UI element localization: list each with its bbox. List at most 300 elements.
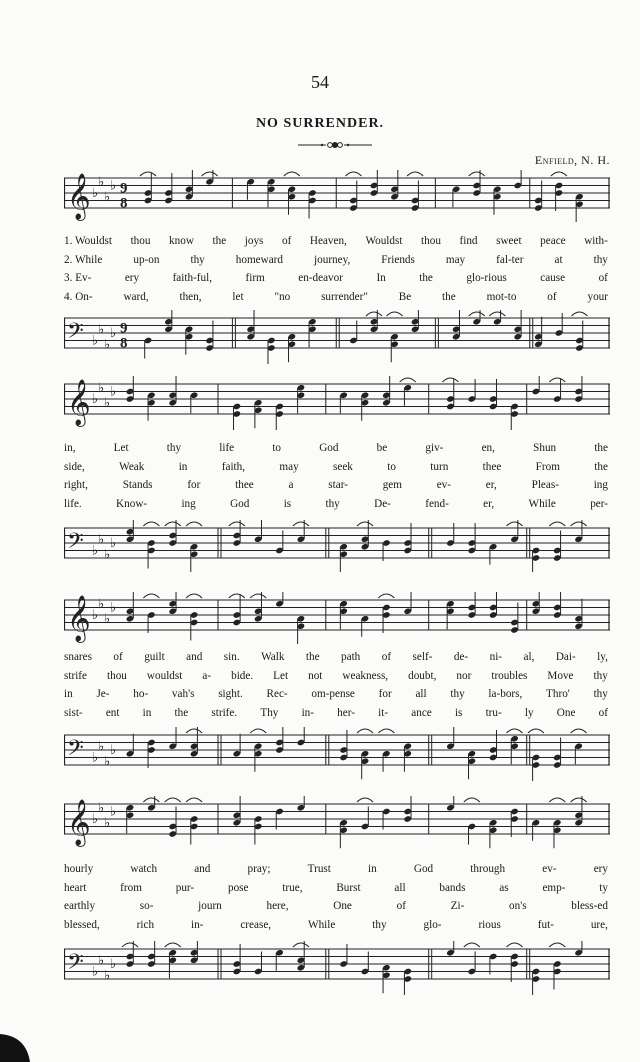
lyric-word: In — [376, 272, 386, 285]
lyric-word: a- — [202, 669, 212, 682]
slur — [400, 378, 416, 382]
lyric-word: strife — [64, 669, 87, 682]
lyric-word: so- — [139, 900, 154, 913]
flat-icon: ♭ — [110, 326, 117, 341]
time-signature-bottom: 8 — [120, 195, 128, 212]
lyric-verse-3 — [64, 476, 610, 495]
lyric-verse-2 — [64, 251, 610, 270]
lyric-word: joys — [244, 235, 264, 247]
lyric-word: of — [547, 291, 557, 304]
slur — [551, 172, 567, 176]
slur — [549, 943, 565, 947]
lyric-word: Je- — [96, 688, 110, 701]
lyric-word: ly, — [597, 651, 608, 663]
lyric-word: homeward — [235, 253, 284, 266]
title-ornament — [296, 139, 374, 151]
lyric-word: God — [230, 498, 250, 511]
time-signature-bottom: 8 — [120, 335, 128, 352]
lyric-word: nor — [456, 669, 472, 682]
lyric-word: Walk — [261, 651, 285, 663]
lyric-word: earthly — [64, 900, 96, 913]
lyrics-system-3 — [64, 648, 610, 723]
lyric-word: thy — [450, 688, 465, 701]
flat-icon: ♭ — [104, 337, 111, 353]
lyric-word: tru- — [485, 707, 502, 720]
lyric-word: While — [308, 919, 336, 932]
lyric-word: right, — [64, 479, 88, 492]
lyric-word: sin. — [223, 651, 240, 663]
lyric-word: Thy — [260, 707, 279, 720]
lyric-word: ance — [411, 707, 432, 720]
slur — [122, 943, 138, 947]
lyric-word: De- — [374, 498, 391, 511]
bass-staff-system-4 — [64, 941, 610, 995]
lyric-word: surrender" — [321, 291, 368, 304]
lyric-word: path — [341, 651, 361, 663]
lyric-word: thy — [593, 688, 608, 701]
lyric-word: in- — [190, 919, 204, 932]
lyric-verse-1 — [64, 232, 610, 251]
slur — [469, 312, 485, 316]
flat-icon: ♭ — [104, 754, 111, 770]
lyric-word: Dai- — [555, 651, 576, 663]
lyric-word: turn — [430, 460, 449, 473]
slur — [464, 943, 480, 947]
slur — [357, 798, 373, 802]
lyric-word: her- — [337, 707, 355, 720]
flat-icon: ♭ — [110, 600, 117, 616]
lyric-verse-4 — [64, 495, 610, 514]
lyric-word: hourly — [64, 863, 94, 875]
lyric-word: en-deavor — [298, 272, 343, 285]
slur — [507, 943, 523, 947]
lyric-word: the — [305, 651, 320, 663]
lyric-word: the — [594, 442, 608, 454]
lyric-word: of — [396, 900, 406, 913]
lyric-word: of — [598, 707, 608, 720]
flat-icon: ♭ — [98, 596, 105, 612]
slur — [528, 729, 544, 733]
lyric-word: 2. While — [64, 253, 103, 266]
lyric-word: Let — [113, 442, 129, 454]
lyric-word: While — [528, 498, 556, 511]
treble-staff-system-4 — [64, 796, 610, 850]
lyric-word: ev- — [436, 479, 452, 492]
lyric-word: Let — [273, 669, 289, 682]
lyric-verse-2 — [64, 667, 610, 686]
lyric-word: and — [186, 651, 203, 663]
lyric-verse-1 — [64, 860, 610, 879]
flat-icon: ♭ — [104, 395, 111, 411]
flat-icon: ♭ — [92, 186, 99, 201]
lyric-word: 4. On- — [64, 291, 93, 304]
lyric-word: for — [187, 479, 201, 492]
lyric-word: find — [459, 235, 478, 247]
lyric-word: thy — [325, 498, 340, 511]
slur — [357, 729, 373, 733]
slur — [250, 729, 266, 733]
lyric-word: al, — [523, 651, 535, 663]
lyric-word: gem — [382, 479, 402, 492]
lyric-word: thou — [107, 669, 127, 682]
lyric-verse-4 — [64, 916, 610, 935]
lyric-word: wouldst — [146, 669, 183, 682]
flat-icon: ♭ — [98, 322, 105, 338]
lyric-word: then, — [179, 291, 202, 304]
lyric-word: glo-rious — [466, 272, 507, 285]
lyric-word: om-pense — [311, 688, 355, 701]
lyric-word: ho- — [133, 688, 149, 701]
lyric-word: ure, — [590, 919, 608, 932]
slur — [489, 312, 505, 316]
slur — [186, 729, 202, 733]
lyric-word: in — [368, 863, 377, 875]
lyric-word: 1. Wouldst — [64, 235, 112, 247]
lyric-word: and — [194, 863, 211, 875]
treble-staff-system-1 — [64, 170, 610, 222]
slur — [202, 172, 218, 176]
lyric-word: Rec- — [266, 688, 288, 701]
lyric-word: Heaven, — [309, 235, 347, 247]
lyric-word: Friends — [381, 253, 415, 266]
lyric-word: Be — [398, 291, 412, 304]
slur — [140, 172, 156, 176]
lyric-word: per- — [590, 498, 608, 511]
lyric-word: emp- — [542, 881, 566, 894]
flat-icon: ♭ — [110, 178, 117, 194]
time-signature-top: 9 — [120, 180, 128, 197]
lyric-word: la-bors, — [488, 688, 523, 701]
slur — [549, 798, 565, 802]
slur — [284, 172, 300, 176]
lyric-word: with- — [584, 235, 608, 247]
lyric-word: thou — [421, 235, 441, 247]
lyric-word: ery — [593, 863, 608, 875]
lyric-verse-4 — [64, 288, 610, 307]
flat-icon: ♭ — [92, 812, 99, 827]
lyric-word: bide. — [231, 669, 254, 682]
lyric-word: bless-ed — [571, 900, 608, 913]
lyric-verse-2 — [64, 879, 610, 898]
flat-icon: ♭ — [110, 384, 117, 400]
slur — [143, 798, 159, 802]
lyric-word: troubles — [491, 669, 528, 682]
treble-clef-icon: 𝄞 — [67, 799, 91, 846]
lyric-word: glo- — [423, 919, 442, 932]
lyric-word: "no — [274, 291, 291, 304]
bass-clef-icon: 𝄢 — [67, 529, 84, 559]
lyric-word: is — [454, 707, 463, 720]
lyric-word: of — [281, 235, 292, 247]
bass-staff-system-3 — [64, 727, 610, 781]
lyric-verse-1 — [64, 648, 610, 667]
lyric-word: Thro' — [546, 688, 570, 701]
lyric-word: at — [554, 253, 563, 266]
lyric-word: er, — [483, 498, 495, 511]
lyric-word: true, — [282, 881, 303, 894]
lyric-word: bands — [439, 881, 466, 894]
lyric-word: may — [445, 253, 466, 266]
lyrics-system-2 — [64, 439, 610, 514]
lyric-word: pray; — [247, 863, 271, 875]
lyric-word: giv- — [425, 442, 444, 454]
slur — [165, 522, 181, 526]
flat-icon: ♭ — [92, 333, 99, 349]
lyric-word: fal-ter — [496, 253, 524, 266]
lyric-word: sight. — [218, 688, 243, 701]
slur — [549, 522, 565, 526]
lyric-word: sweet — [496, 235, 522, 247]
lyric-word: heart — [64, 881, 87, 894]
hymn-title: NO SURRENDER. — [255, 116, 385, 131]
lyric-word: through — [470, 863, 506, 875]
slur — [571, 522, 587, 526]
lyric-word: the — [442, 291, 456, 304]
slur — [469, 172, 485, 176]
flat-icon: ♭ — [98, 953, 105, 969]
lyric-word: Zi- — [450, 900, 465, 913]
treble-clef-icon: 𝄞 — [67, 173, 91, 220]
lyric-word: ward, — [123, 291, 149, 304]
lyrics-system-4 — [64, 860, 610, 935]
flat-icon: ♭ — [92, 392, 99, 407]
flat-icon: ♭ — [110, 957, 117, 972]
lyric-word: ery — [124, 272, 140, 285]
treble-staff-system-3 — [64, 592, 610, 644]
lyric-word: fut- — [537, 919, 554, 932]
lyric-word: it- — [378, 707, 389, 720]
lyric-word: to — [272, 442, 282, 454]
lyric-word: From — [535, 460, 560, 473]
slur — [507, 729, 523, 733]
lyric-word: not — [308, 669, 323, 682]
slur — [293, 943, 309, 947]
lyric-word: the — [419, 272, 433, 285]
lyric-verse-1 — [64, 439, 610, 458]
flat-icon: ♭ — [92, 608, 99, 623]
lyric-word: self- — [412, 651, 433, 663]
lyric-word: in — [64, 688, 73, 701]
lyric-word: of — [598, 272, 608, 285]
lyric-word: journ — [198, 900, 222, 913]
slur — [143, 522, 159, 526]
lyric-word: ty — [599, 881, 608, 894]
flat-icon: ♭ — [98, 532, 105, 548]
lyric-word: firm — [245, 272, 265, 285]
lyric-word: ent — [105, 707, 120, 720]
flat-icon: ♭ — [104, 815, 111, 831]
lyric-word: 3. Ev- — [64, 272, 92, 285]
lyric-word: thy — [166, 442, 182, 454]
bass-staff-system-1 — [64, 310, 610, 364]
lyric-word: the — [594, 460, 608, 473]
lyric-word: Wouldst — [365, 235, 403, 247]
lyric-word: peace — [540, 235, 566, 247]
slur — [229, 594, 245, 598]
lyric-word: ni- — [489, 651, 503, 663]
flat-icon: ♭ — [110, 536, 117, 551]
lyric-word: en, — [481, 442, 495, 454]
slur — [186, 594, 202, 598]
lyric-word: the — [174, 707, 189, 720]
lyric-word: Burst — [336, 881, 361, 894]
lyric-word: One — [556, 707, 576, 720]
slur — [293, 522, 309, 526]
slur — [571, 729, 587, 733]
lyric-word: as — [499, 881, 509, 894]
lyric-word: pur- — [175, 881, 195, 894]
flat-icon: ♭ — [104, 968, 111, 984]
lyric-word: vah's — [171, 688, 195, 701]
flat-icon: ♭ — [98, 380, 105, 396]
lyric-word: sist- — [64, 707, 83, 720]
bass-clef-icon: 𝄢 — [67, 736, 84, 766]
lyric-verse-4 — [64, 704, 610, 723]
lyric-word: faith, — [221, 460, 246, 473]
flat-icon: ♭ — [98, 739, 105, 755]
lyric-word: Pleas- — [531, 479, 559, 492]
time-signature-top: 9 — [120, 320, 128, 337]
lyric-word: is — [283, 498, 292, 511]
flat-icon: ♭ — [92, 750, 99, 766]
lyric-word: for — [378, 688, 392, 701]
lyric-word: ing — [181, 498, 196, 511]
lyrics-system-1 — [64, 232, 610, 307]
lyric-word: er, — [485, 479, 497, 492]
lyric-word: de- — [453, 651, 469, 663]
lyric-word: on's — [509, 900, 527, 913]
lyric-word: Move — [547, 669, 574, 682]
slur — [407, 172, 423, 176]
tune-name: Enfield, N. H. — [534, 153, 610, 167]
lyric-word: Trust — [307, 863, 331, 875]
lyric-word: strife. — [211, 707, 238, 720]
lyric-word: ev- — [542, 863, 557, 875]
lyric-word: Know- — [116, 498, 148, 511]
slur — [250, 594, 266, 598]
flat-icon: ♭ — [92, 543, 99, 559]
lyric-word: thee — [235, 479, 254, 492]
slur — [571, 312, 587, 316]
lyric-word: ing — [593, 479, 608, 492]
flat-icon: ♭ — [92, 964, 99, 980]
lyric-word: doubt, — [408, 669, 437, 682]
slur — [571, 798, 587, 802]
slur — [186, 522, 202, 526]
lyric-word: know — [169, 235, 194, 247]
lyric-word: pose — [227, 881, 249, 894]
treble-clef-icon: 𝄞 — [67, 379, 91, 426]
flat-icon: ♭ — [98, 174, 105, 190]
lyric-word: rich — [136, 919, 155, 932]
slur — [387, 312, 403, 316]
treble-clef-icon: 𝄞 — [67, 595, 91, 642]
lyric-word: of — [113, 651, 123, 663]
lyric-word: fend- — [425, 498, 449, 511]
lyric-word: God — [319, 442, 339, 454]
lyric-word: watch — [130, 863, 158, 875]
lyric-word: all — [415, 688, 427, 701]
slur — [345, 172, 361, 176]
lyric-word: in- — [301, 707, 314, 720]
lyric-word: One — [333, 900, 352, 913]
lyric-word: journey, — [314, 253, 351, 266]
lyric-word: let — [232, 291, 244, 304]
lyric-word: from — [120, 881, 142, 894]
slur — [442, 378, 458, 382]
lyric-word: Weak — [119, 460, 145, 473]
bass-clef-icon: 𝄢 — [67, 950, 84, 980]
lyric-word: weakness, — [342, 669, 389, 682]
lyric-word: life — [219, 442, 235, 454]
lyric-word: of — [381, 651, 392, 663]
flat-icon: ♭ — [110, 743, 117, 758]
lyric-word: faith-ful, — [172, 272, 213, 285]
slur — [165, 943, 181, 947]
lyric-word: thee — [482, 460, 502, 473]
lyric-word: thy — [190, 253, 205, 266]
lyric-word: rious — [478, 919, 501, 932]
lyric-word: God — [413, 863, 434, 875]
slur — [378, 729, 394, 733]
lyric-word: in — [142, 707, 152, 720]
lyric-word: your — [587, 291, 608, 304]
lyric-word: side, — [64, 460, 85, 473]
slur — [549, 378, 565, 382]
flat-icon: ♭ — [104, 547, 111, 563]
bass-staff-system-2 — [64, 520, 610, 572]
slur — [143, 594, 159, 598]
treble-staff-system-2 — [64, 376, 610, 430]
lyric-word: up-on — [133, 253, 160, 266]
lyric-word: here, — [266, 900, 289, 913]
lyric-word: thy — [593, 253, 608, 266]
slur — [464, 798, 480, 802]
slur — [357, 522, 373, 526]
page-edge-mark — [0, 1030, 40, 1062]
bass-clef-icon: 𝄢 — [67, 319, 84, 349]
lyric-word: thy — [593, 669, 608, 682]
lyric-word: to — [387, 460, 396, 473]
lyric-verse-3 — [64, 897, 610, 916]
lyric-word: may — [279, 460, 299, 473]
flat-icon: ♭ — [98, 800, 105, 816]
flat-icon: ♭ — [104, 611, 111, 627]
slur — [378, 594, 394, 598]
slur — [507, 522, 523, 526]
lyric-word: Stands — [122, 479, 153, 492]
lyric-verse-3 — [64, 685, 610, 704]
page-number: 54 — [311, 72, 329, 92]
lyric-word: blessed, — [64, 919, 100, 932]
flat-icon: ♭ — [110, 804, 117, 820]
lyric-word: in — [178, 460, 188, 473]
lyric-word: all — [394, 881, 406, 894]
slur — [229, 522, 245, 526]
lyric-word: star- — [328, 479, 348, 492]
lyric-word: snares — [64, 651, 92, 663]
lyric-word: be — [376, 442, 388, 454]
lyric-word: a — [288, 479, 294, 492]
lyric-word: cause — [540, 272, 566, 285]
slur — [366, 312, 382, 316]
lyric-word: in, — [64, 442, 76, 454]
lyric-word: crease, — [240, 919, 272, 932]
lyric-word: life. — [64, 498, 82, 511]
flat-icon: ♭ — [104, 189, 111, 205]
lyric-word: mot-to — [486, 291, 517, 304]
lyric-word: guilt — [144, 651, 165, 663]
